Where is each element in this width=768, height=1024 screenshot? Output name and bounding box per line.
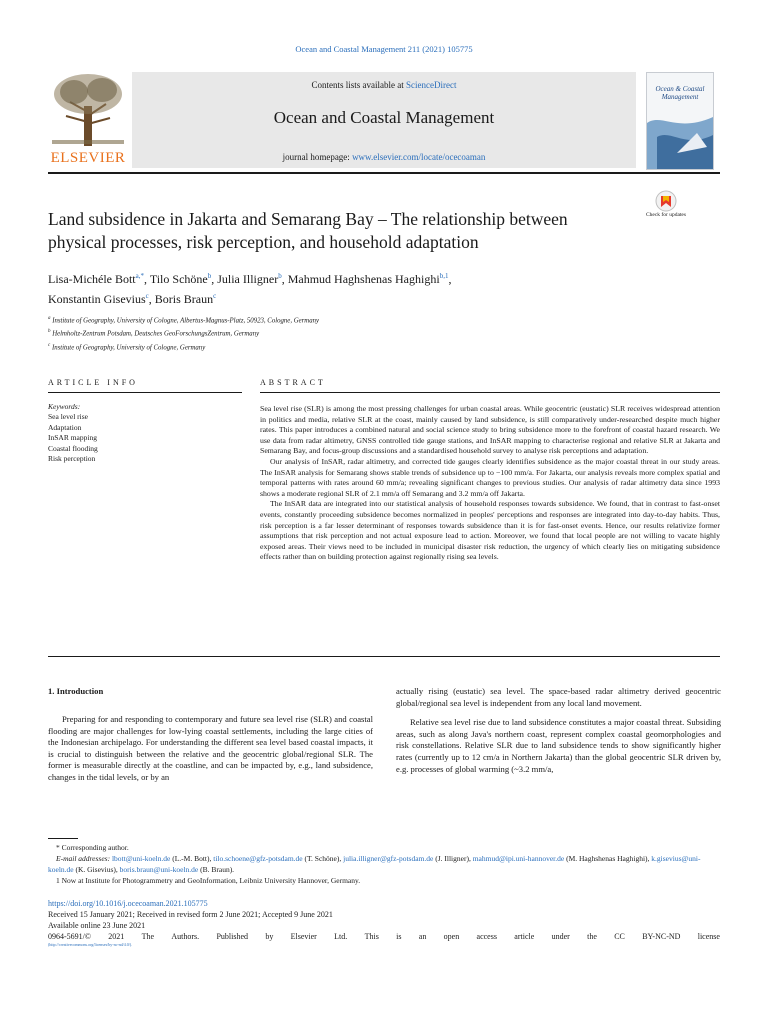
keyword-item: Coastal flooding <box>48 443 98 453</box>
cover-title: Ocean & Coastal Management <box>655 85 705 101</box>
keyword-item: Sea level rise <box>48 412 88 422</box>
keyword-item: Risk perception <box>48 454 96 464</box>
body-paragraph: Relative sea level rise due to land subsidence constitutes a major coastal threat. Subsiding areas, such as along Java's northern coast, represent complex coastal geomorphologies and risk constellations. Relative SLR due to land subsidence tends to show significantly higher rates (currently up to 12 cm/a in Northern Jakarta) than the global geocentric SLR driven by, e.g. processes of global warming (~3.2 mm/a, <box>396 717 721 774</box>
contents-prefix: Contents lists available at <box>311 80 406 90</box>
received-dates: Received 15 January 2021; Received in revised form 2 June 2021; Accepted 9 June 2021 <box>48 910 333 919</box>
author-name: Boris Braun <box>154 292 214 306</box>
email-link[interactable]: k.gisevius@uni-koeln.de <box>48 854 701 874</box>
license-word: article <box>514 932 535 941</box>
author-name: Tilo Schöne <box>149 272 208 286</box>
abstract-paragraph: Sea level rise (SLR) is among the most pressing challenges for urban coastal areas. While geocentric (eustatic) SLR receives widespread attention in politics and media, relative SLR at the coast, mainly caused by land subsidence, is still comparatively under-researched despite much higher rates. This paper introduces a combined natural and social science study to bring subsidence more to the forefront of coastal hazard research. We use data from radar altimetry, GNSS controlled tide gauge stations, and InSAR mapping to characterise regional and relative SLR at Jakarta and Semarang Bay, and focus-group discussions and a standardised household survey to analyse risk perceptions and adaptation. <box>260 404 720 456</box>
sciencedirect-link[interactable]: ScienceDirect <box>406 80 457 90</box>
homepage-line <box>132 152 636 162</box>
license-word: access <box>476 932 497 941</box>
email-owner: (T. Schöne), <box>302 854 344 863</box>
publisher-name: ELSEVIER <box>50 150 126 166</box>
license-line <box>48 931 720 942</box>
contents-line <box>132 80 636 90</box>
homepage-link[interactable]: www.elsevier.com/locate/ocecoaman <box>352 152 486 162</box>
license-word: CC <box>614 932 625 941</box>
affiliation-marker: c <box>48 342 51 348</box>
header-divider <box>48 172 720 174</box>
affiliation-text: Helmholtz-Zentrum Potsdam, Deutsches GeoForschungsZentrum, Germany <box>52 330 260 338</box>
footnote-divider <box>48 838 78 839</box>
footnotes <box>48 842 720 886</box>
affiliation-item <box>48 340 648 353</box>
article-info-divider <box>48 392 242 393</box>
author-name: Julia Illigner <box>217 272 279 286</box>
article-info-heading: ARTICLE INFO <box>48 378 138 387</box>
body-paragraph: actually rising (eustatic) sea level. The space-based radar altimetry derived geocentric global/regional sea level is independent from any local land movement. <box>396 686 721 708</box>
journal-name: Ocean and Coastal Management <box>273 108 495 127</box>
email-owner: (B. Braun). <box>198 865 235 874</box>
author-name: Mahmud Haghshenas Haghighi <box>287 272 440 286</box>
license-word: license <box>697 932 720 941</box>
license-word: Ltd. <box>334 932 348 941</box>
introduction-heading: 1. Introduction <box>48 686 104 696</box>
email-addresses <box>48 853 720 875</box>
license-word: BY-NC-ND <box>642 932 681 941</box>
email-link[interactable]: mahmud@ipi.uni-hannover.de <box>472 854 565 863</box>
abstract-heading: ABSTRACT <box>260 378 326 387</box>
license-word: an <box>418 932 427 941</box>
abstract-divider <box>260 392 720 393</box>
email-link[interactable]: boris.braun@uni-koeln.de <box>119 865 199 874</box>
license-word: Elsevier <box>290 932 317 941</box>
license-word: The <box>141 932 155 941</box>
homepage-prefix: journal homepage: <box>282 152 353 162</box>
article-footer-meta <box>48 898 720 948</box>
footnote-1: 1 Now at Institute for Photogrammetry and GeoInformation, Leibniz University Hannover, Germany. <box>56 876 361 885</box>
email-owner: (J. Illigner), <box>433 854 473 863</box>
license-word: This <box>364 932 379 941</box>
license-word: 0964-5691/© <box>48 932 91 941</box>
article-title: Land subsidence in Jakarta and Semarang Bay – The relationship between physical processes, risk perception, and household adaptation <box>48 209 568 252</box>
author-affiliation-marker[interactable]: b <box>278 272 282 280</box>
body-paragraph: Preparing for and responding to contemporary and future sea level rise (SLR) and coastal flooding are major challenges for low-lying coastal settlements, including the large cities of the Indonesian archipelago. For understanding the different sea level based coastal impacts, it is crucial to distinguish between the relative and the geocentric global/regional SLR. The former is measurable directly at the coastline, and can be impacted by, e.g., land subsidence, changes in the tidal levels, or by an <box>48 714 373 782</box>
abstract-paragraph: The InSAR data are integrated into our statistical analysis of household responses towards subsidence. We found, that in contrast to fast-onset events, constantly proceeding subsidence becomes normalized in peoples' perceptions and responses are integrated into day-to-day habits. Thus, risk perception is a far lesser determinant of responses towards subsidence than it is for fast-onset events. Hence, our results relativize former assumptions that risk perception and not actual exposure lead to action. Moreover, we found that local people are not willing to vacate highly exposed areas. Their views need to be included in municipal disaster risk reduction, the urgency of which clearly lies on mitigating subsidence effects rather than on building protection against regionally rising sea levels. <box>260 499 720 562</box>
affiliation-item <box>48 326 648 339</box>
corresponding-author-note: * Corresponding author. <box>56 843 129 852</box>
email-link[interactable]: lbott@uni-koeln.de <box>111 854 171 863</box>
email-label: E-mail addresses: <box>56 854 111 863</box>
doi-link[interactable]: https://doi.org/10.1016/j.ocecoaman.2021.105775 <box>48 899 208 908</box>
email-owner: (K. Gisevius), <box>73 865 120 874</box>
affiliation-text: Institute of Geography, University of Cologne, Albertus-Magnus-Platz, 50923, Cologne, Germany <box>52 317 320 325</box>
license-word: by <box>265 932 274 941</box>
email-link[interactable]: julia.illigner@gfz-potsdam.de <box>343 854 434 863</box>
keyword-item: Adaptation <box>48 422 82 432</box>
license-word: under <box>551 932 570 941</box>
available-online: Available online 23 June 2021 <box>48 921 146 930</box>
affiliation-text: Institute of Geography, University of Cologne, Germany <box>51 343 206 351</box>
author-affiliation-marker[interactable]: a,* <box>135 272 145 280</box>
affiliation-list <box>48 313 648 353</box>
license-url-link[interactable]: (http://creativecommons.org/licenses/by-nc-nd/4.0/). <box>48 942 133 947</box>
license-word: is <box>396 932 402 941</box>
journal-reference[interactable]: Ocean and Coastal Management 211 (2021) 105775 <box>295 44 473 54</box>
license-word: 2021 <box>108 932 125 941</box>
license-word: Authors. <box>171 932 200 941</box>
keywords-label: Keywords: <box>48 402 81 411</box>
author-affiliation-marker[interactable]: c <box>213 292 217 300</box>
license-word: Published <box>216 932 248 941</box>
author-list: Lisa-Michéle Bott$^{a,*}$, Tilo Schöne$^b$, Julia Illigner$^b$, Mahmud Haghshenas Haghighi$^{b,1}$, Konstantin Gisevius$^c$, Boris Braun$^c$ <box>48 272 452 306</box>
abstract-paragraph: Our analysis of InSAR, radar altimetry, and corrected tide gauges clearly identifies subsidence as the major coastal threat in our study areas. The InSAR analysis for Semarang shows stable trends of subsidence up to −100 mm/a. For Jakarta, our analysis reveals more complex spatial and temporal patterns with rates around 60 mm/a; revealing significant changes to previous studies. Our analysis of radar altimetry data since 1993 shows a moderate regional SLR of 2.1 mm/a off Semarang and 3.2 mm/a off Jakarta. <box>260 456 720 498</box>
affiliation-item <box>48 313 648 326</box>
affiliation-marker: b <box>48 329 51 335</box>
author-name: Konstantin Gisevius <box>48 292 146 306</box>
author-affiliation-marker[interactable]: b <box>207 272 212 280</box>
body-column-right <box>396 686 721 783</box>
author-name: Lisa-Michéle Bott <box>48 272 136 286</box>
keyword-list <box>48 402 242 464</box>
affiliation-marker: a <box>48 316 51 321</box>
email-link[interactable]: tilo.schoene@gfz-potsdam.de <box>213 854 303 863</box>
email-owner: (L.-M. Bott), <box>170 854 214 863</box>
keyword-item: InSAR mapping <box>48 433 97 443</box>
journal-cover-thumbnail <box>646 72 714 170</box>
body-column-left <box>48 714 373 792</box>
author-affiliation-marker[interactable]: c <box>145 292 149 300</box>
abstract-text <box>260 404 720 563</box>
license-word: the <box>587 932 597 941</box>
email-owner: (M. Haghshenas Haghighi), <box>564 854 652 863</box>
check-for-updates-label[interactable]: Check for updates <box>645 212 686 218</box>
abstract-bottom-divider <box>48 656 720 657</box>
author-affiliation-marker[interactable]: b,1 <box>439 272 449 280</box>
license-word: open <box>443 932 460 941</box>
